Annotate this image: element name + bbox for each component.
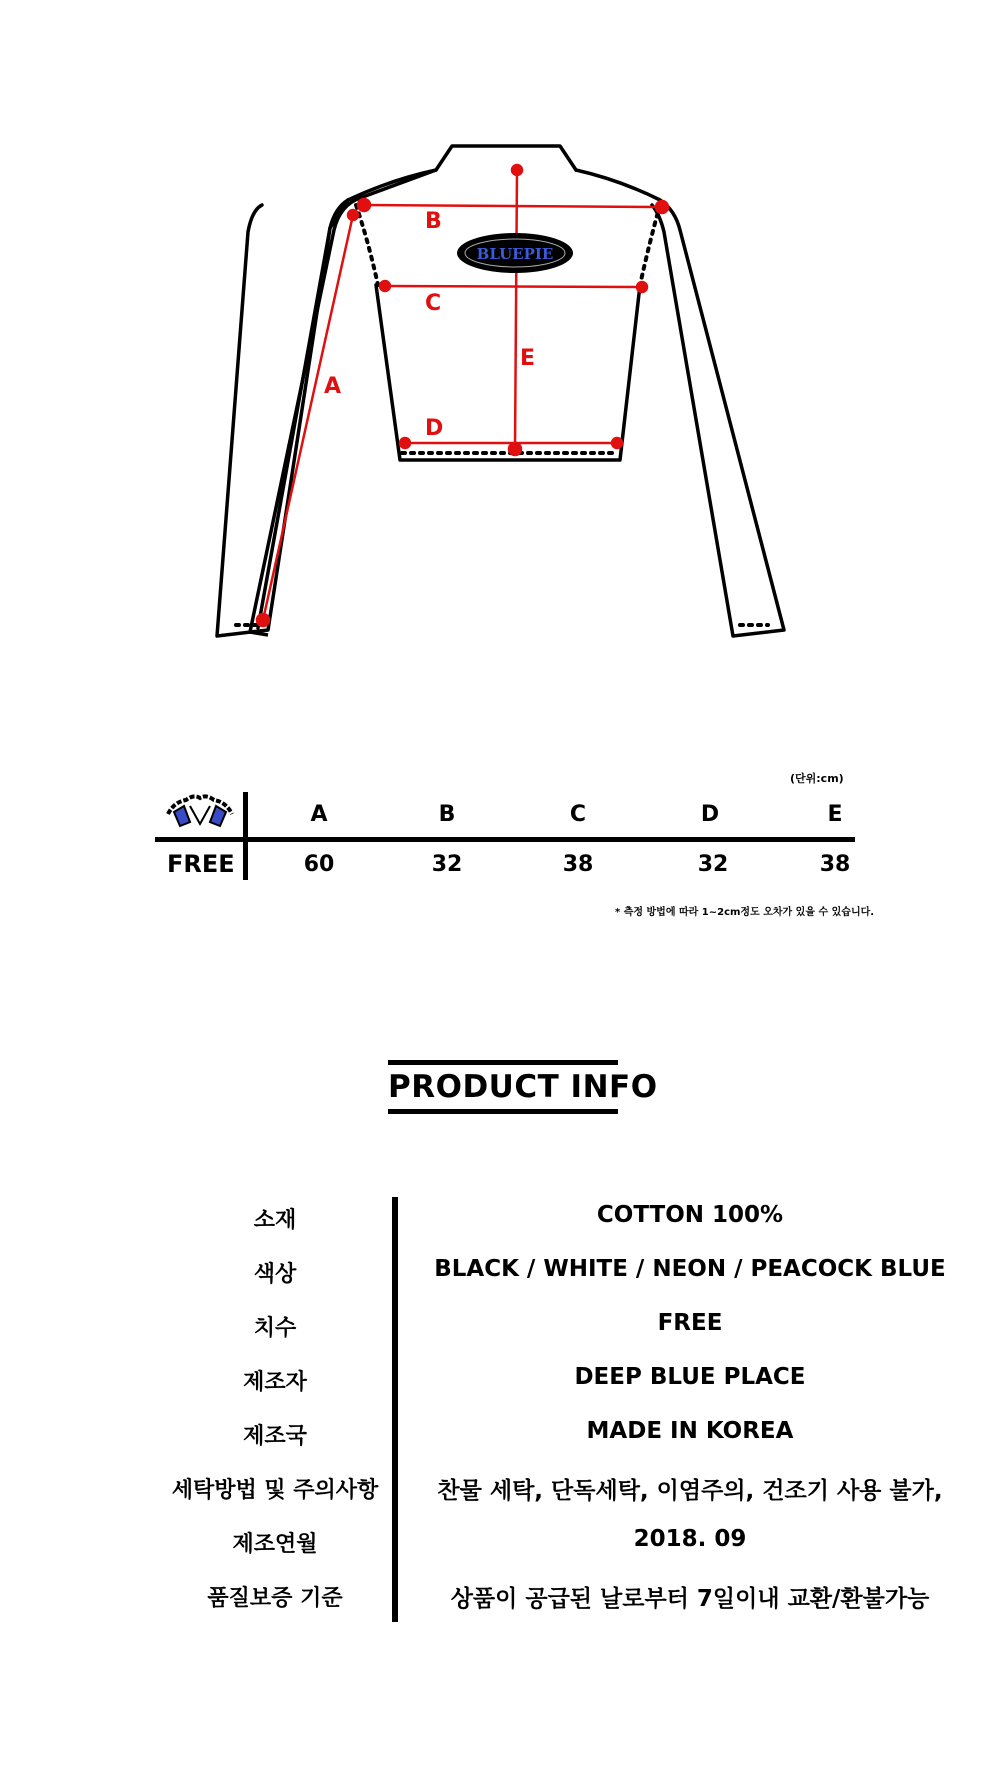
garment-measurement-diagram bbox=[0, 0, 1000, 700]
dimension-label-d: D bbox=[425, 416, 444, 441]
dimension-label-c: C bbox=[425, 291, 442, 316]
measure-line-e bbox=[515, 170, 517, 449]
size-header-e: E bbox=[827, 802, 843, 827]
size-header-d: D bbox=[700, 802, 720, 827]
product-info-title: PRODUCT INFO bbox=[388, 1069, 658, 1105]
size-value-d: 32 bbox=[697, 852, 729, 877]
measure-line-a bbox=[263, 215, 353, 620]
size-value-e: 38 bbox=[819, 852, 851, 877]
size-value-c: 38 bbox=[562, 852, 594, 877]
logo-text: BLUEPIE bbox=[476, 245, 554, 263]
info-label: 색상 bbox=[253, 1262, 297, 1287]
armhole-seam-right bbox=[640, 205, 660, 285]
measure-line-c bbox=[385, 286, 642, 287]
info-label: 치수 bbox=[253, 1316, 297, 1341]
info-value: FREE bbox=[657, 1310, 723, 1336]
info-label: 제조국 bbox=[243, 1424, 307, 1449]
shirt-icon bbox=[160, 792, 240, 830]
info-value: DEEP BLUE PLACE bbox=[574, 1364, 806, 1390]
info-value: BLACK / WHITE / NEON / PEACOCK BLUE bbox=[434, 1256, 946, 1282]
size-value-b: 32 bbox=[431, 852, 463, 877]
info-label: 세탁방법 및 주의사항 bbox=[171, 1478, 379, 1503]
unit-note: (단위:cm) bbox=[790, 772, 844, 785]
measure-line-b bbox=[364, 205, 662, 207]
collar-outline bbox=[436, 146, 576, 170]
size-value-a: 60 bbox=[303, 852, 335, 877]
armhole-seam-left bbox=[356, 205, 378, 285]
size-row-label: FREE bbox=[167, 850, 235, 878]
product-info-heading bbox=[388, 1060, 658, 1114]
info-label: 소재 bbox=[253, 1208, 297, 1233]
dimension-label-b: B bbox=[425, 209, 442, 234]
info-value: MADE IN KOREA bbox=[586, 1418, 794, 1444]
measurement-disclaimer: * 측정 방법에 따라 1~2cm정도 오차가 있을 수 있습니다. bbox=[615, 907, 875, 918]
size-table bbox=[155, 790, 855, 880]
size-header-c: C bbox=[569, 802, 587, 827]
table-horizontal-divider bbox=[155, 837, 855, 842]
info-label: 품질보증 기준 bbox=[207, 1586, 343, 1611]
size-header-a: A bbox=[310, 802, 328, 827]
size-header-b: B bbox=[438, 802, 456, 827]
info-value: 2018. 09 bbox=[633, 1526, 747, 1552]
info-value: 상품이 공급된 날로부터 7일이내 교환/환불가능 bbox=[450, 1586, 930, 1612]
dimension-label-a: A bbox=[324, 374, 342, 399]
bluepie-logo bbox=[457, 233, 573, 273]
dimension-label-e: E bbox=[520, 346, 536, 371]
torso-outline bbox=[376, 285, 640, 460]
info-label: 제조자 bbox=[243, 1370, 307, 1395]
table-vertical-divider bbox=[243, 792, 248, 880]
info-value: COTTON 100% bbox=[596, 1202, 784, 1228]
info-value: 찬물 세탁, 단독세탁, 이염주의, 건조기 사용 불가, bbox=[437, 1478, 943, 1504]
info-label: 제조연월 bbox=[232, 1532, 318, 1557]
